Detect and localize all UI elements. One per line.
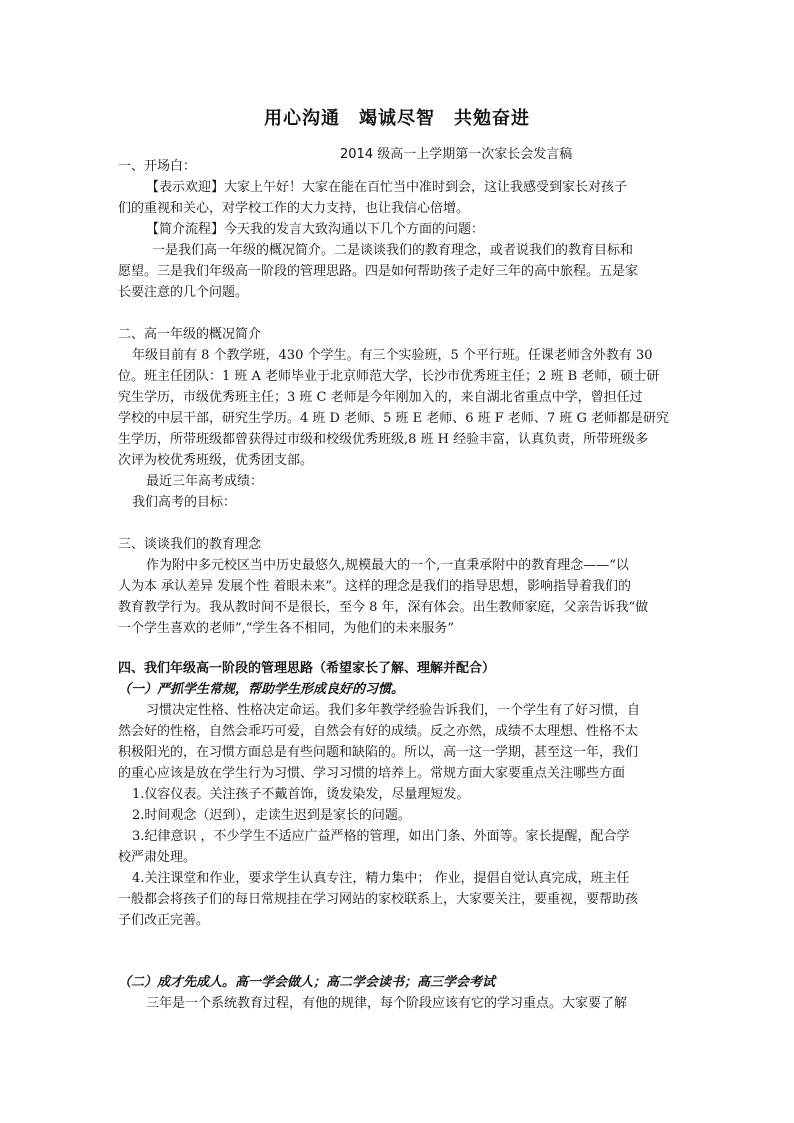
paragraph-line: 位。班主任团队：1 班 A 老师毕业于北京师范大学，长沙市优秀班主任；2 班 B 老师，硕士研: [118, 369, 660, 384]
list-item: 2.时间观念（迟到），走读生迟到是家长的问题。: [132, 808, 411, 823]
paragraph-line: 教育教学行为。我从教时间不是很长，至今 8 年，深有体会。出生教师家庭，父亲告诉我“做: [118, 600, 649, 615]
paragraph-line: 长要注意的几个问题。: [118, 285, 249, 300]
paragraph-line: 作为附中多元校区当中历史最悠久,规模最大的一个,一直秉承附中的教育理念——“以: [146, 558, 629, 573]
paragraph-line: 我们高考的目标：: [132, 495, 237, 510]
paragraph-line: 一是我们高一年级的概况简介。二是谈谈我们的教育理念，或者说我们的教育目标和: [152, 243, 634, 258]
section-4-subheading-2: （二）成才先成人。高一学会做人；高二学会读书；高三学会考试: [118, 975, 496, 990]
document-subtitle: 2014 级高一上学期第一次家长会发言稿: [340, 147, 573, 162]
list-item-continuation: 校严肃处理。: [118, 850, 197, 865]
list-item: 3.纪律意识 ，不少学生不适应广益严格的管理，如出门条、外面等。家长提醒，配合学: [132, 829, 630, 844]
paragraph-line: 究生学历，市级优秀班主任；3 班 C 老师是今年刚加入的，来自湖北省重点中学，曾担任过: [118, 390, 643, 405]
section-2-heading: 二、高一年级的概况简介: [118, 327, 262, 342]
paragraph-line: 三年是一个系统教育过程，有他的规律，每个阶段应该有它的学习重点。大家要了解: [146, 996, 628, 1011]
paragraph-line: 次评为校优秀班级，优秀团支部。: [118, 453, 314, 468]
paragraph-line: 年级目前有 8 个教学班，430 个学生。有三个实验班，5 个平行班。任课老师含外教有 30: [132, 348, 653, 363]
paragraph-line: 学校的中层干部，研究生学历。4 班 D 老师、5 班 E 老师、6 班 F 老师、7 班 G 老师都是研究: [118, 411, 669, 426]
paragraph-line: 一个学生喜欢的老师”,“学生各不相同，为他们的未来服务”: [118, 621, 455, 636]
section-4-heading: 四、我们年级高一阶段的管理思路（希望家长了解、理解并配合）: [118, 661, 496, 676]
list-item-continuation: 子们改正完善。: [118, 913, 210, 928]
section-4-subheading-1: （一）严抓学生常规，帮助学生形成良好的习惯。: [118, 682, 405, 697]
section-3-heading: 三、谈谈我们的教育理念: [118, 537, 262, 552]
paragraph-line: 积极阳光的，在习惯方面总是有些问题和缺陷的。所以，高一这一学期，甚至这一年，我们: [118, 745, 639, 760]
paragraph-line: 们的重视和关心，对学校工作的大力支持，也让我信心倍增。: [118, 201, 470, 216]
paragraph-line: 最近三年高考成绩：: [146, 474, 264, 489]
paragraph-line: 生学历，所带班级都曾获得过市级和校级优秀班级,8 班 H 经验丰富，认真负责，所带班级多: [118, 432, 649, 447]
paragraph-line: 习惯决定性格、性格决定命运。我们多年教学经验告诉我们，一个学生有了好习惯，自: [146, 703, 641, 718]
document-title: 用心沟通 竭诚尽智 共勉奋进: [264, 108, 530, 129]
section-1-heading: 一、开场白：: [118, 159, 197, 174]
list-item: 4.关注课堂和作业，要求学生认真专注，精力集中； 作业，提倡自觉认真完成，班主任: [132, 871, 630, 886]
paragraph-line: 人为本 承认差异 发展个性 着眼未来”。这样的理念是我们的指导思想，影响指导着我们的: [118, 579, 632, 594]
list-item-continuation: 一般都会将孩子们的每日常规挂在学习网站的家校联系上，大家要关注，要重视，要帮助孩: [118, 892, 639, 907]
paragraph-line: 的重心应该是放在学生行为习惯、学习习惯的培养上。常规方面大家要重点关注哪些方面: [118, 766, 626, 781]
paragraph-line: 【表示欢迎】大家上午好！大家在能在百忙当中准时到会，这让我感受到家长对孩子: [146, 180, 628, 195]
paragraph-line: 然会好的性格，自然会乖巧可爱，自然会有好的成绩。反之亦然，成绩不太理想、性格不太: [118, 724, 639, 739]
paragraph-line: 【简介流程】今天我的发言大致沟通以下几个方面的问题：: [146, 222, 485, 237]
list-item: 1.仪容仪表。关注孩子不戴首饰，烫发染发，尽量理短发。: [132, 787, 470, 802]
paragraph-line: 愿望。三是我们年级高一阶段的管理思路。四是如何帮助孩子走好三年的高中旅程。五是家: [118, 264, 639, 279]
